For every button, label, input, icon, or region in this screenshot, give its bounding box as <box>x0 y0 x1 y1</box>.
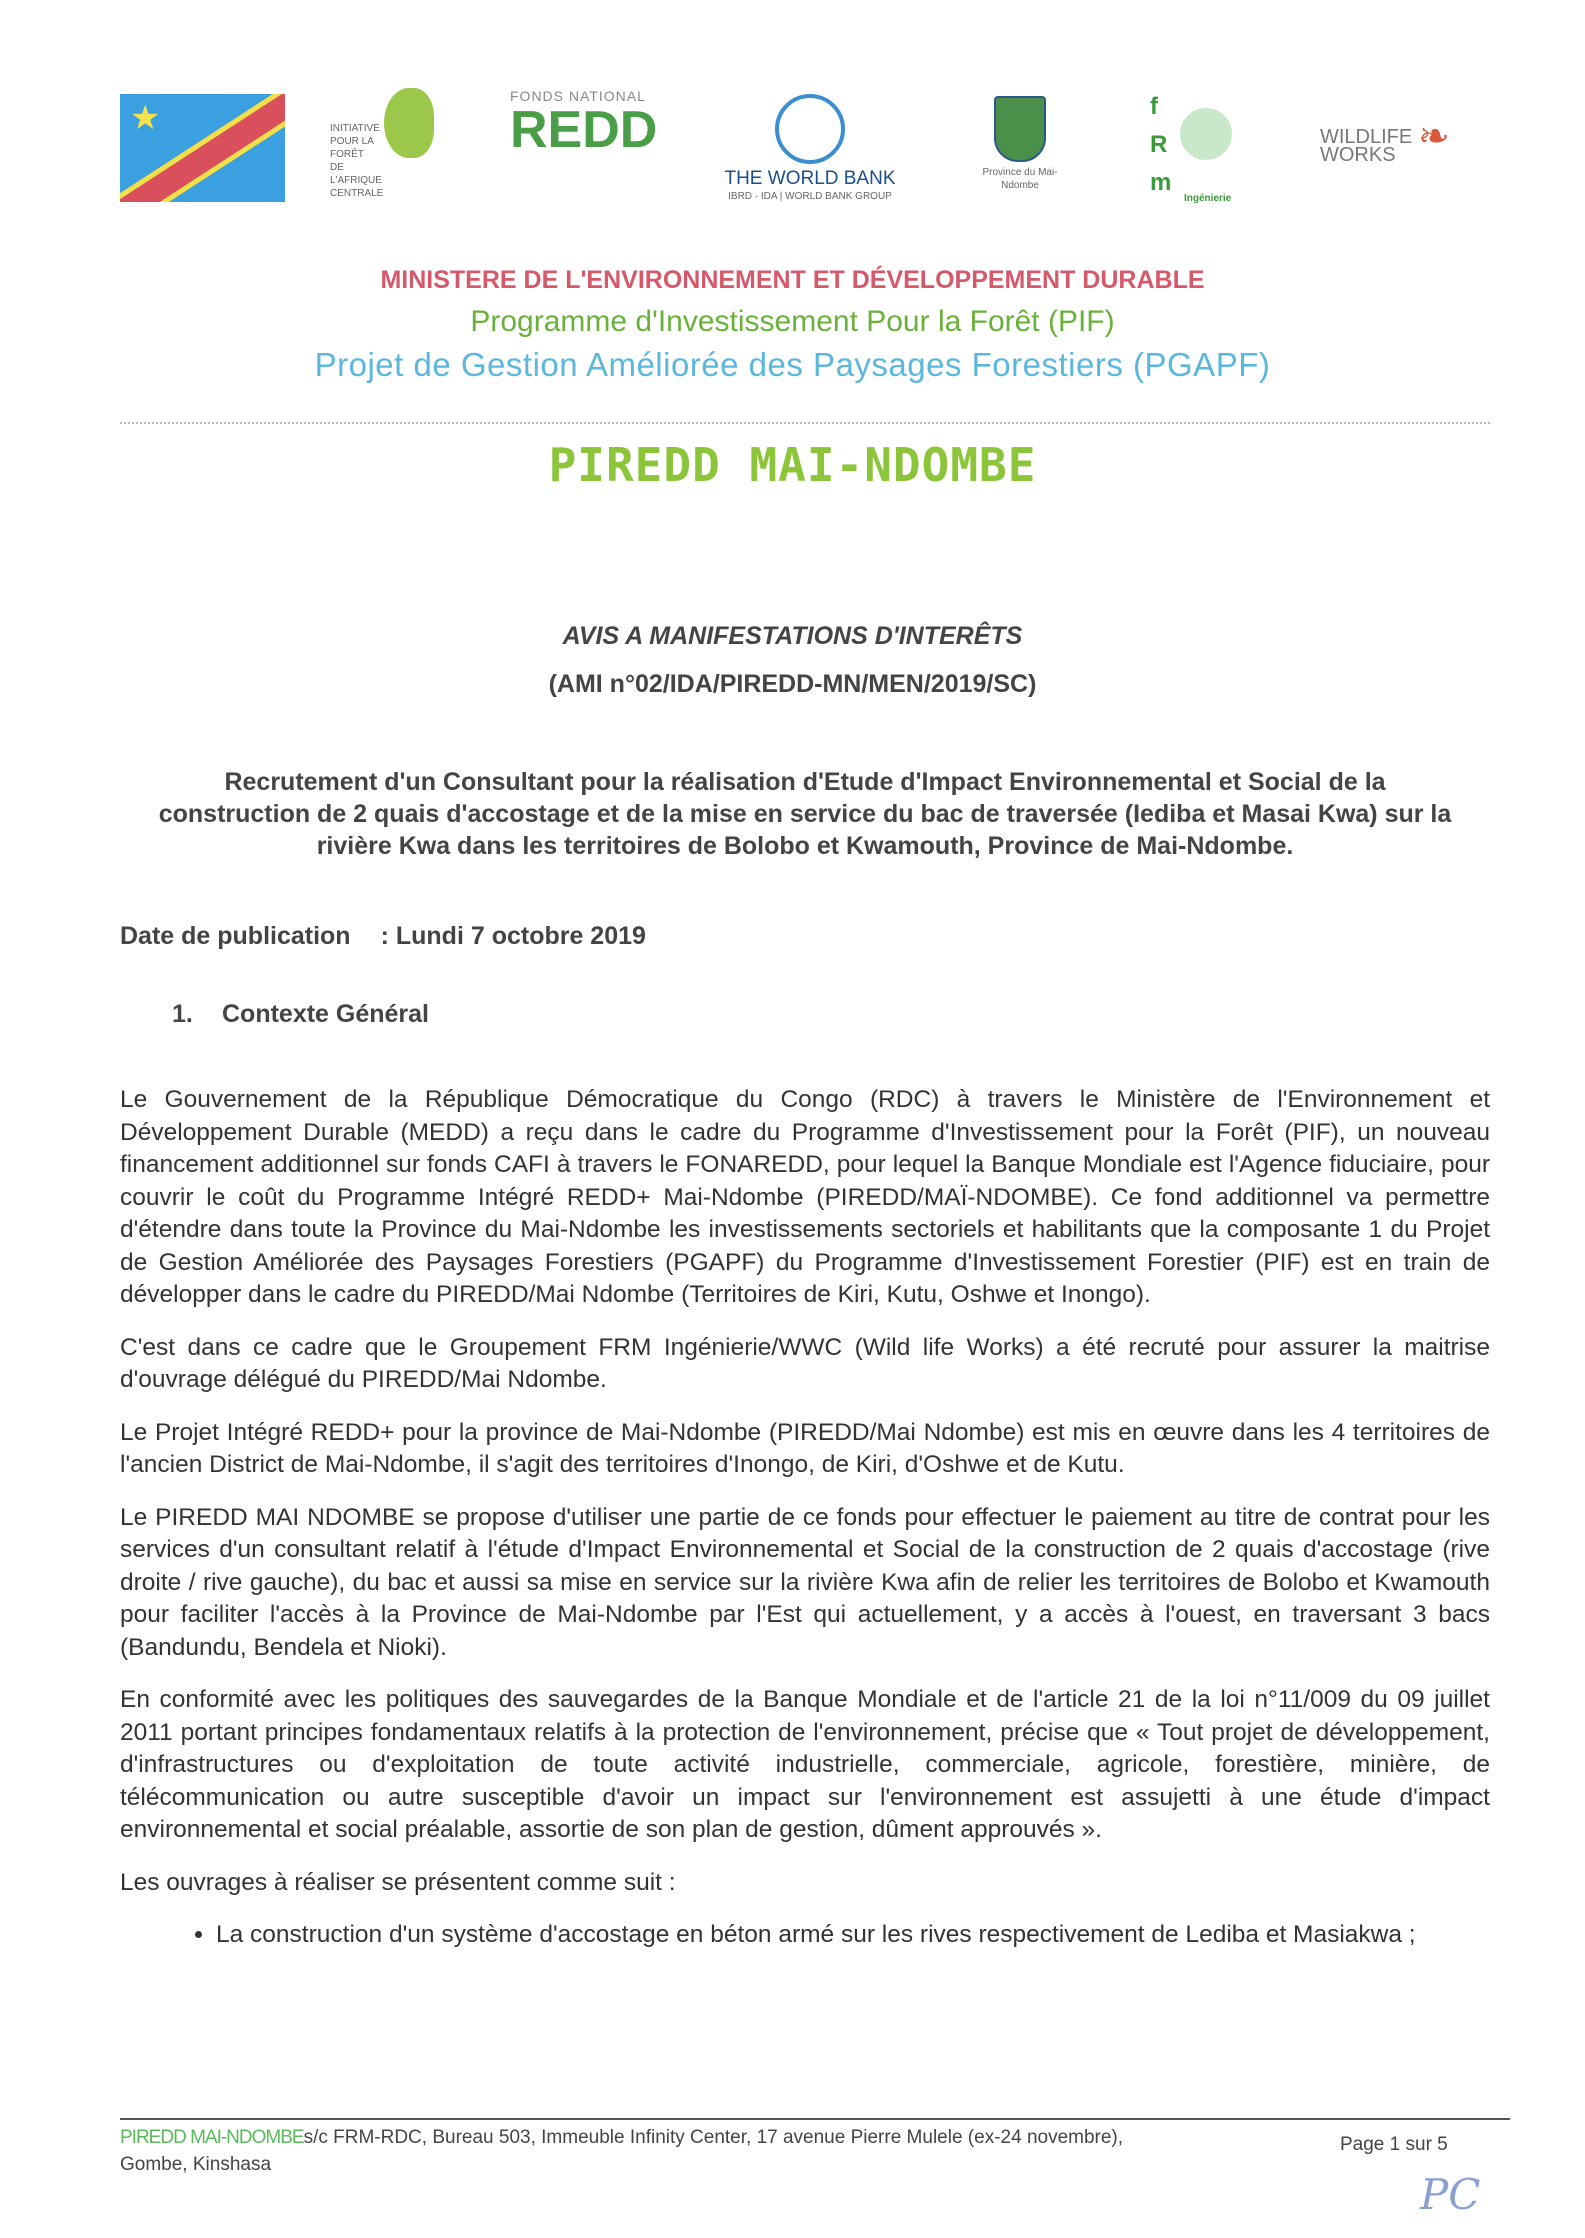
handwritten-initials: PC <box>1420 2170 1481 2219</box>
tree-icon <box>384 88 434 158</box>
publication-date: Date de publication : Lundi 7 octobre 2019 <box>120 922 646 950</box>
footer-address: PIREDD MAI-NDOMBEs/c FRM-RDC, Bureau 503, Immeuble Infinity Center, 17 avenue Pierre Mulele (ex-24 novembre), Gombe, Kinshasa <box>120 2127 1124 2175</box>
globe-icon <box>775 94 845 164</box>
frm-logo: f R m Ingénierie <box>1150 93 1232 204</box>
paragraph: En conformité avec les politiques des sauvegardes de la Banque Mondiale et de l'article 21 de la loi n°11/009 du 09 juillet 2011 portant principes fondamentaux relatifs à la protection de l'environnement, précise que « Tout projet de développement, d'infrastructures ou d'exploitation de toute activité industrielle, commerciale, agricole, forestière, minière, de télécommunication ou autre susceptible d'avoir un impact sur l'environnement est assujetti à une étude d'impact environnemental et social préalable, assortie de son plan de gestion, dûment approuvés ». <box>120 1686 1490 1843</box>
list-item: • La construction d'un système d'accostage en béton armé sur les rives respectivement de Lediba et Masiakwa ; <box>216 1919 1490 1952</box>
cafi-logo: INITIATIVE POUR LA FORÊT DE L'AFRIQUE CENTRALE <box>330 88 450 213</box>
footer-divider <box>120 2118 1510 2120</box>
project-title: Projet de Gestion Améliorée des Paysages Forestiers (PGAPF) <box>314 346 1271 383</box>
wildlife-works-logo: WILDLIFE WORKS ❧ <box>1320 116 1450 166</box>
world-bank-logo: THE WORLD BANK IBRD · IDA | WORLD BANK GROUP <box>710 88 910 213</box>
fonaredd-logo: FONDS NATIONAL REDD <box>510 88 658 159</box>
works-list <box>120 1919 1490 1952</box>
paragraph: Le PIREDD MAI NDOMBE se propose d'utiliser une partie de ce fonds pour effectuer le paiement au titre de contrat pour les services d'un consultant relatif à l'étude d'Impact Environnemental et Social de la construction de 2 quais d'accostage (rive droite / rive gauche), du bac et aussi sa mise en service sur la rivière Kwa afin de relier les territoires de Bolobo et Kwamouth pour faciliter l'accès à la Province de Mai-Ndombe par l'Est qui actuellement, y a accès à l'ouest, en traversant 3 bacs (Bandundu, Bendela et Nioki). <box>120 1503 1490 1661</box>
ministry-title: MINISTERE DE L'ENVIRONNEMENT ET DÉVELOPPEMENT DURABLE <box>380 266 1205 294</box>
wildlife-mark-icon: ❧ <box>1418 116 1450 158</box>
notice-title: AVIS A MANIFESTATIONS D'INTERÊTS <box>562 622 1023 650</box>
drc-flag-logo: ★ <box>120 94 285 202</box>
body-text <box>120 1084 1490 1952</box>
paragraph: C'est dans ce cadre que le Groupement FRM Ingénierie/WWC (Wild life Works) a été recruté pour assurer la maitrise d'ouvrage délégué du PIREDD/Mai Ndombe. <box>120 1333 1490 1393</box>
logo-bar <box>120 88 1500 213</box>
shield-icon <box>994 96 1046 162</box>
header-divider <box>120 422 1490 424</box>
world-map-icon <box>1180 108 1232 160</box>
paragraph: Le Gouvernement de la République Démocratique du Congo (RDC) à travers le Ministère de l'Environnement et Développement Durable (MEDD) a reçu dans le cadre du Programme d'Investissement pour la Forêt (PIF), un nouveau financement additionnel sur fonds CAFI à travers le FONAREDD, pour lequel la Banque Mondiale est l'Agence fiduciaire, pour couvrir le coût du Programme Intégré REDD+ Mai-Ndombe (PIREDD/MAÏ-NDOMBE). Ce fond additionnel va permettre d'étendre dans toute la Province du Mai-Ndombe les investissements sectoriels et habilitants que la composante 1 du Projet de Gestion Améliorée des Paysages Forestiers (PGAPF) du Programme d'Investissement Forestier (PIF) est en train de développer dans le cadre du PIREDD/Mai Ndombe (Territoires de Kiri, Kutu, Oshwe et Inongo). <box>120 1086 1490 1308</box>
page-number: Page 1 sur 5 <box>1340 2134 1448 2155</box>
paragraph: Le Projet Intégré REDD+ pour la province de Mai-Ndombe (PIREDD/Mai Ndombe) est mis en œuvre dans les 4 territoires de l'ancien District de Mai-Ndombe, il s'agit des territoires d'Inongo, de Kiri, d'Oshwe et de Kutu. <box>120 1418 1490 1478</box>
paragraph: Les ouvrages à réaliser se présentent comme suit : <box>120 1868 676 1896</box>
province-logo: Province du Mai-Ndombe <box>970 88 1070 213</box>
notice-reference: (AMI n°02/IDA/PIREDD-MN/MEN/2019/SC) <box>548 670 1037 698</box>
piredd-title: PIREDD MAI-NDOMBE <box>548 438 1037 492</box>
section-heading: 1. Contexte Général <box>172 1000 430 1028</box>
notice-subject: Recrutement d'un Consultant pour la réalisation d'Etude d'Impact Environnemental et Social de la construction de 2 quais d'accostage et de la mise en service du bac de traversée (Iediba et Masai Kwa) sur la rivière Kwa dans les territoires de Bolobo et Kwamouth, Province de Mai-Ndombe. <box>158 768 1452 860</box>
program-title: Programme d'Investissement Pour la Forêt (PIF) <box>470 305 1115 338</box>
